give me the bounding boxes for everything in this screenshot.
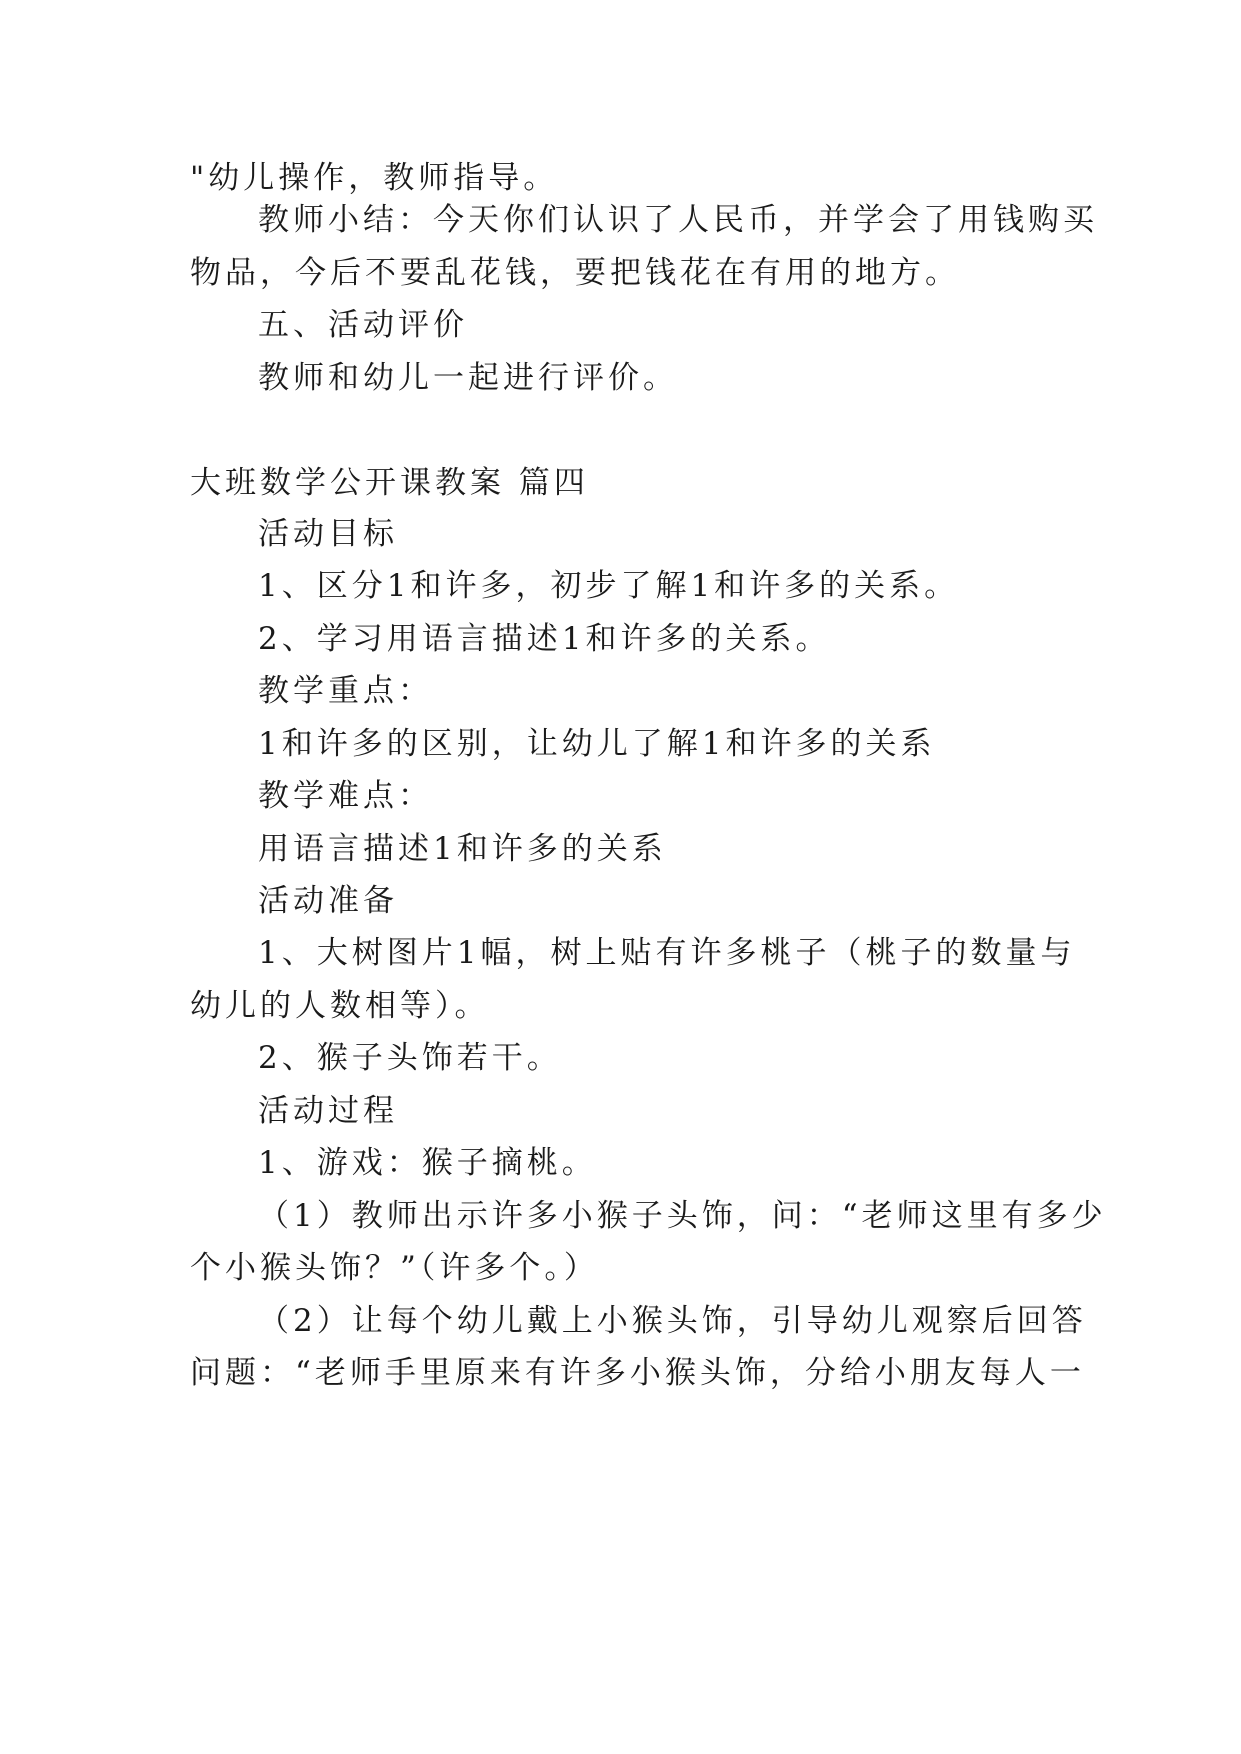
paragraph-line: 个小猴头饰？”（许多个。） xyxy=(190,1250,599,1286)
paragraph-line: （1）教师出示许多小猴子头饰，问：“老师这里有多少 xyxy=(258,1198,1107,1234)
paragraph-line: 问题：“老师手里原来有许多小猴头饰，分给小朋友每人一 xyxy=(190,1355,1085,1391)
section-heading: 教学难点： xyxy=(258,778,433,814)
paragraph-line: 教师小结：今天你们认识了人民币，并学会了用钱购买 xyxy=(258,202,1098,238)
paragraph-line: "幼儿操作，教师指导。 xyxy=(190,160,559,196)
paragraph-line: （2）让每个幼儿戴上小猴头饰，引导幼儿观察后回答 xyxy=(258,1303,1087,1339)
section-heading: 活动准备 xyxy=(258,883,398,919)
list-item: 2、学习用语言描述1和许多的关系。 xyxy=(258,621,831,657)
paragraph-line: 1和许多的区别，让幼儿了解1和许多的关系 xyxy=(258,726,936,762)
section-heading: 教学重点： xyxy=(258,673,433,709)
section-heading: 活动目标 xyxy=(258,516,398,552)
paragraph-line: 幼儿的人数相等）。 xyxy=(190,988,490,1024)
list-item: 1、大树图片1幅，树上贴有许多桃子（桃子的数量与 xyxy=(258,935,1076,971)
list-item: 2、猴子头饰若干。 xyxy=(258,1040,562,1076)
section-heading: 活动过程 xyxy=(258,1093,398,1129)
list-item: 1、游戏：猴子摘桃。 xyxy=(258,1145,597,1181)
paragraph-line: 教师和幼儿一起进行评价。 xyxy=(258,360,678,396)
paragraph-line: 用语言描述1和许多的关系 xyxy=(258,831,667,867)
paragraph-line: 物品，今后不要乱花钱，要把钱花在有用的地方。 xyxy=(190,255,960,291)
list-item: 1、区分1和许多，初步了解1和许多的关系。 xyxy=(258,568,960,604)
chapter-title: 大班数学公开课教案 篇四 xyxy=(190,465,589,501)
section-heading: 五、活动评价 xyxy=(258,307,468,343)
